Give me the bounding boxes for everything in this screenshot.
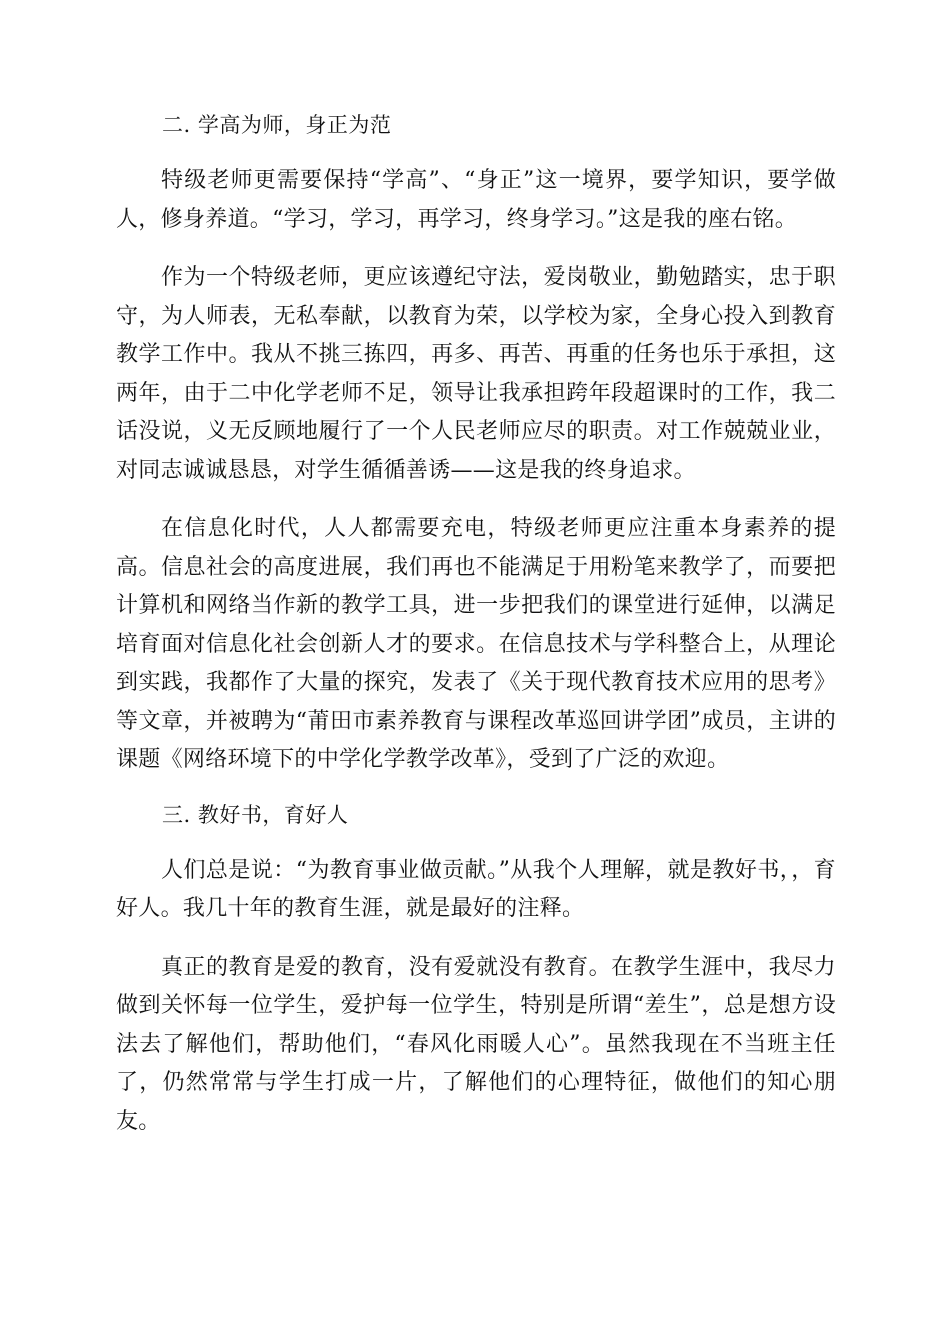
paragraph: 特级老师更需要保持“学高”、“身正”这一境界，要学知识，要学做人，修身养道。“学习，学习，再学习，终身学习。”这是我的座右铭。 bbox=[116, 168, 836, 232]
section-heading-2: 二. 学高为师，身正为范 bbox=[162, 113, 392, 137]
document-page bbox=[116, 110, 836, 1161]
paragraph: 人们总是说：“为教育事业做贡献。”从我个人理解，就是教好书，，育好人。我几十年的教育生涯，就是最好的注释。 bbox=[116, 857, 836, 921]
paragraph: 真正的教育是爱的教育，没有爱就没有教育。在教学生涯中，我尽力做到关怀每一位学生，爱护每一位学生，特别是所谓“差生”，总是想方设法去了解他们，帮助他们，“春风化雨暖人心”。虽然我现在不当班主任了，仍然常常与学生打成一片，了解他们的心理特征，做他们的知心朋友。 bbox=[116, 954, 836, 1134]
paragraph: 在信息化时代，人人都需要充电，特级老师更应注重本身素养的提高。信息社会的高度进展，我们再也不能满足于用粉笔来教学了，而要把计算机和网络当作新的教学工具，进一步把我们的课堂进行延伸，以满足培育面对信息化社会创新人才的要求。在信息技术与学科整合上，从理论到实践，我都作了大量的探究，发表了《关于现代教育技术应用的思考》等文章，并被聘为“莆田市素养教育与课程改革巡回讲学团”成员，主讲的课题《网络环境下的中学化学教学改革》，受到了广泛的欢迎。 bbox=[116, 516, 836, 772]
paragraph: 作为一个特级老师，更应该遵纪守法，爱岗敬业，勤勉踏实，忠于职守，为人师表，无私奉献，以教育为荣，以学校为家，全身心投入到教育教学工作中。我从不挑三拣四，再多、再苦、再重的任务也乐于承担，这两年，由于二中化学老师不足，领导让我承担跨年段超课时的工作，我二话没说，义无反顾地履行了一个人民老师应尽的职责。对工作兢兢业业，对同志诚诚恳恳，对学生循循善诱——这是我的终身追求。 bbox=[116, 265, 836, 483]
section-heading-3: 三. 教好书，育好人 bbox=[162, 802, 349, 827]
